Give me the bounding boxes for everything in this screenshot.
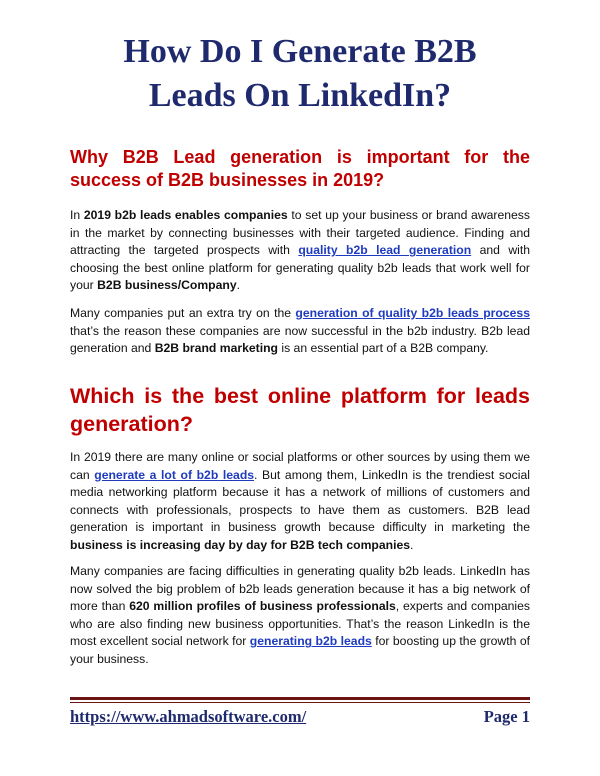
page-title (40, 30, 560, 118)
link-generate-a-lot-of-b2b-leads[interactable]: generate a lot of b2b leads (94, 467, 255, 482)
text-run: that’s the reason these companies are now successful in the b2b industry. B2b lead generation and (70, 323, 530, 356)
link-generating-b2b-leads[interactable]: generating b2b leads (249, 634, 372, 649)
paragraph-online-platforms (70, 449, 530, 555)
text-run: In 2019 there are many online or social platforms or other sources by using them we can (70, 450, 530, 482)
page-title-line-1: How Do I Generate B2B (123, 33, 477, 70)
text-run: . (410, 537, 414, 552)
section-heading-best-platform: Which is the best online platform for leads generation? (70, 384, 530, 436)
footer-divider-thick (70, 697, 530, 700)
bold-620-million-profiles: 620 million profiles of business professionals (129, 599, 396, 614)
bold-2019-b2b-leads: 2019 b2b leads enables companies (83, 208, 288, 222)
page-title-line-2: Leads On LinkedIn? (148, 77, 452, 114)
footer-page-number: Page 1 (483, 707, 530, 726)
footer-divider-thin (70, 702, 530, 703)
section-heading-why-b2b: Why B2B Lead generation is important for the success of B2B businesses in 2019? (70, 147, 530, 190)
text-run: , experts and companies who are also finding new business opportunities. That’s the reason LinkedIn is the most excellent social network for (70, 599, 530, 649)
bold-b2b-brand-marketing: B2B brand marketing (154, 341, 278, 356)
footer-website-link[interactable]: https://www.ahmadsoftware.com/ (70, 707, 307, 726)
link-quality-b2b-lead-generation[interactable]: quality b2b lead generation (298, 243, 472, 258)
text-run: . But among them, LinkedIn is the trendiest social media networking platform because it has a network of millions of customers and connects with professionals, prospects to have them as customers. B2B lead generation is important in business growth because difficulty in marketing the (70, 467, 530, 535)
paragraph-extra-try (70, 305, 530, 358)
bold-b2b-business-company: B2B business/Company (97, 278, 237, 293)
bold-business-increasing: business is increasing day by day for B2B tech companies (70, 537, 411, 552)
text-run: for boosting up the growth of your business. (70, 634, 530, 666)
text-run: . (236, 278, 241, 293)
text-run: to set up your business or brand awareness in the market by connecting businesses with their targeted audience. Finding and attracting the targeted prospects with (70, 208, 530, 258)
text-run: and with choosing the best online platform for generating quality b2b leads that work well for your (70, 243, 530, 293)
text-run: In (70, 208, 84, 222)
paragraph-b2b-leads-2019 (70, 207, 530, 295)
text-run: is an essential part of a B2B company. (277, 341, 489, 356)
link-generation-of-quality-b2b-leads-process[interactable]: generation of quality b2b leads process (295, 306, 530, 320)
text-run: Many companies are facing difficulties in generating quality b2b leads. LinkedIn has now solved the big problem of b2b leads generation because it has a big network of more than (70, 564, 530, 614)
paragraph-linkedin-solution (70, 563, 530, 669)
text-run: Many companies put an extra try on the (70, 306, 296, 320)
